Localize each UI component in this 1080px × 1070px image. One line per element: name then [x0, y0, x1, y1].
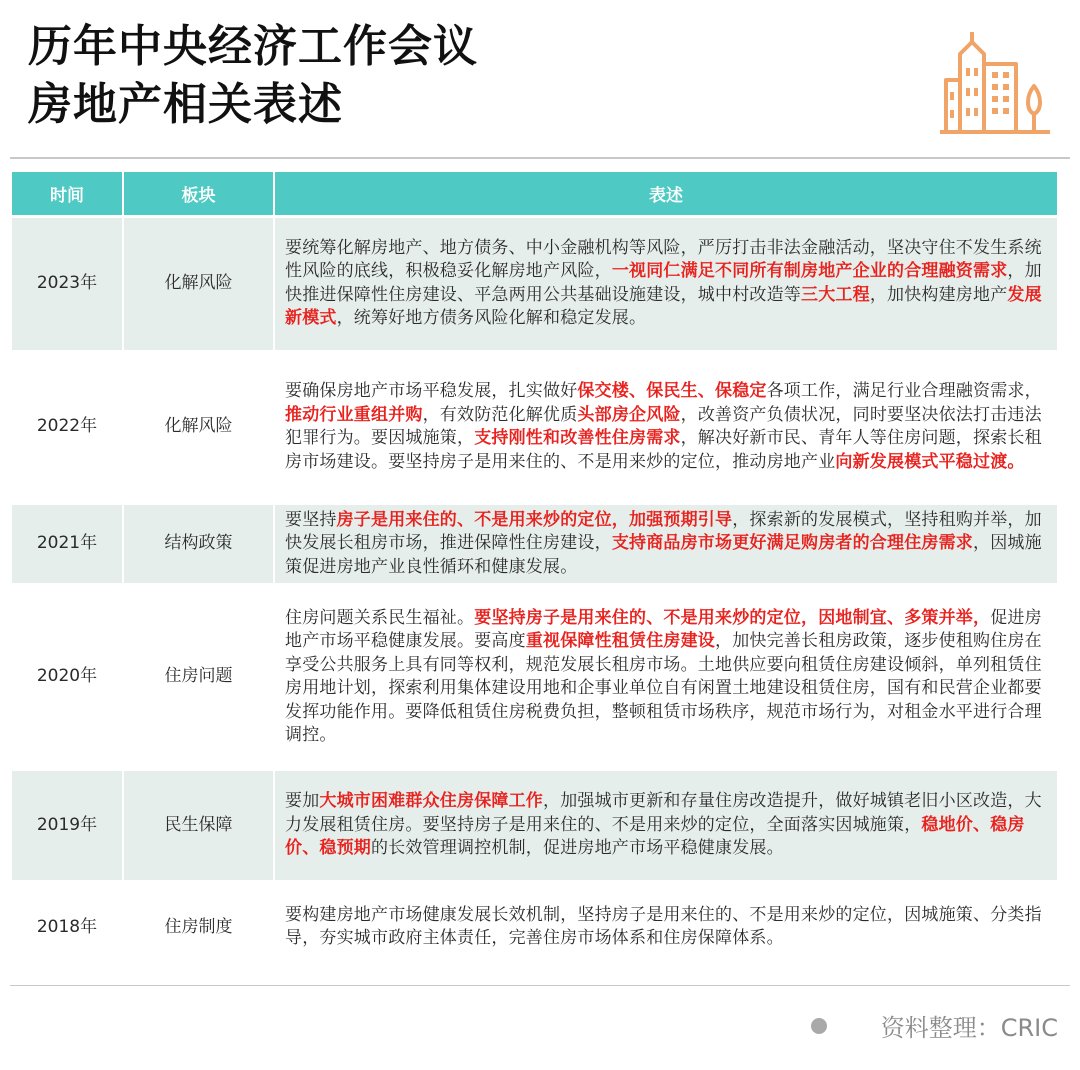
highlighted-text: 保交楼、保民生、保稳定 — [577, 381, 767, 401]
highlighted-text: 支持商品房市场更好满足购房者的合理住房需求 — [611, 533, 974, 553]
row-sector: 化解风险 — [123, 216, 274, 351]
highlighted-text: 稳地价、稳房价、稳预期 — [285, 814, 1025, 859]
policy-table — [12, 172, 1057, 972]
highlighted-text: 大城市困难群众住房保障工作 — [319, 791, 544, 812]
highlighted-text: 房子是用来住的、不是用来炒的定位，加强预期引导 — [336, 509, 733, 530]
highlighted-text: 支持刚性和改善性住房需求 — [474, 428, 681, 448]
title-line-2: 房地产相关表述 — [28, 79, 343, 130]
page-title — [28, 18, 478, 134]
statement-text: 要坚持 — [285, 509, 337, 530]
statement-text: ，解决好新市民、青年人等住房问题，探索长租房市场建设。要坚持房子是用来住的、不是用来炒的定位，推动房地产业 — [285, 428, 1042, 472]
statement-text: ，统筹好地方债务风险化解和稳定发展。 — [336, 308, 647, 328]
statement-text: ，有效防范化解优质 — [422, 404, 578, 425]
row-sector: 化解风险 — [123, 351, 274, 503]
table-header-row — [12, 172, 1057, 216]
row-statement — [274, 216, 1057, 351]
statement-text: 要构建房地产市场健康发展长效机制，坚持房子是用来住的、不是用来炒的定位，因城施策、分类指导，夯实城市政府主体责任，完善住房市场体系和住房保障体系。 — [285, 904, 1042, 949]
statement-text: ，改善资产负债状况，同时要坚决依法打击违法犯罪行为。要因城施策， — [285, 404, 1042, 448]
bottom-divider — [10, 985, 1070, 986]
row-statement — [274, 585, 1057, 770]
statement-text: 要统筹化解房地产、地方债务、中小金融机构等风险，严厉打击非法金融活动，坚决守住不发生系统性风险的底线，积极稳妥化解房地产风险， — [285, 237, 1042, 281]
source-text: 资料整理：CRIC — [880, 1014, 1058, 1042]
row-statement — [274, 770, 1057, 882]
table-row — [12, 585, 1057, 770]
row-statement — [274, 351, 1057, 503]
table-row — [12, 216, 1057, 351]
row-sector: 住房制度 — [123, 882, 274, 972]
statement-text: ，因城施策促进房地产业良性循环和健康发展。 — [285, 533, 1042, 577]
statement-text: 的长效管理调控机制，促进房地产市场平稳健康发展。 — [371, 838, 784, 859]
table-row — [12, 770, 1057, 882]
statement-text: ，加快推进保障性住房建设、平急两用公共基础设施建设，城中村改造等 — [285, 261, 1042, 305]
header-sector: 板块 — [123, 172, 274, 216]
statement-text: ，加快完善长租房政策，逐步使租购住房在享受公共服务上具有同等权利，规范发展长租房市场。土地供应要向租赁住房建设倾斜，单列租赁住房用地计划，探索利用集体建设用地和企事业单位自有闲置土地建设租赁住房，国有和民营企业都要发挥功能作用。要降低租赁住房税费负担，整顿租赁市场秩序，规范市场行为，对租金水平进行合理调控。 — [285, 631, 1042, 745]
header-statement: 表述 — [274, 172, 1057, 216]
city-buildings-icon — [938, 24, 1054, 136]
statement-text: 各项工作，满足行业合理融资需求， — [766, 381, 1042, 401]
statement-text: 要确保房地产市场平稳发展，扎实做好 — [285, 381, 578, 401]
statement-text: ，探索新的发展模式，坚持租购并举，加快发展长租房市场，推进保障性住房建设， — [285, 509, 1042, 553]
row-year: 2018年 — [12, 882, 123, 972]
title-line-1: 历年中央经济工作会议 — [28, 21, 478, 72]
statement-text: 促进房地产市场平稳健康发展。要高度 — [285, 607, 1042, 651]
top-divider — [10, 157, 1070, 159]
highlighted-text: 要坚持房子是用来住的、不是用来炒的定位，因地制宜、多策并举， — [474, 607, 991, 628]
statement-text: 要加 — [285, 791, 320, 812]
bullet-dot-icon — [811, 1018, 827, 1034]
table-row — [12, 351, 1057, 503]
row-year: 2022年 — [12, 351, 123, 503]
highlighted-text: 推动行业重组并购 — [285, 404, 423, 425]
statement-text: ，加强城市更新和存量住房改造提升，做好城镇老旧小区改造，大力发展租赁住房。要坚持房子是用来住的、不是用来炒的定位，全面落实因城施策， — [285, 791, 1042, 835]
highlighted-text: 一视同仁满足不同所有制房地产企业的合理融资需求 — [611, 261, 1008, 281]
header-time: 时间 — [12, 172, 123, 216]
row-sector: 住房问题 — [123, 585, 274, 770]
highlighted-text: 发展新模式 — [285, 284, 1042, 328]
row-year: 2023年 — [12, 216, 123, 351]
row-sector: 结构政策 — [123, 503, 274, 585]
row-statement — [274, 882, 1057, 972]
row-sector: 民生保障 — [123, 770, 274, 882]
highlighted-text: 重视保障性租赁住房建设 — [525, 631, 716, 651]
row-statement — [274, 503, 1057, 585]
source-note — [811, 1008, 1058, 1043]
statement-text: 住房问题关系民生福祉。 — [285, 607, 475, 628]
table-row — [12, 882, 1057, 972]
row-year: 2019年 — [12, 770, 123, 882]
row-year: 2020年 — [12, 585, 123, 770]
statement-text: ，加快构建房地产 — [869, 284, 1008, 305]
row-year: 2021年 — [12, 503, 123, 585]
highlighted-text: 向新发展模式平稳过渡。 — [835, 451, 1025, 472]
highlighted-text: 头部房企风险 — [577, 404, 681, 425]
table-row — [12, 503, 1057, 585]
highlighted-text: 三大工程 — [801, 284, 870, 305]
